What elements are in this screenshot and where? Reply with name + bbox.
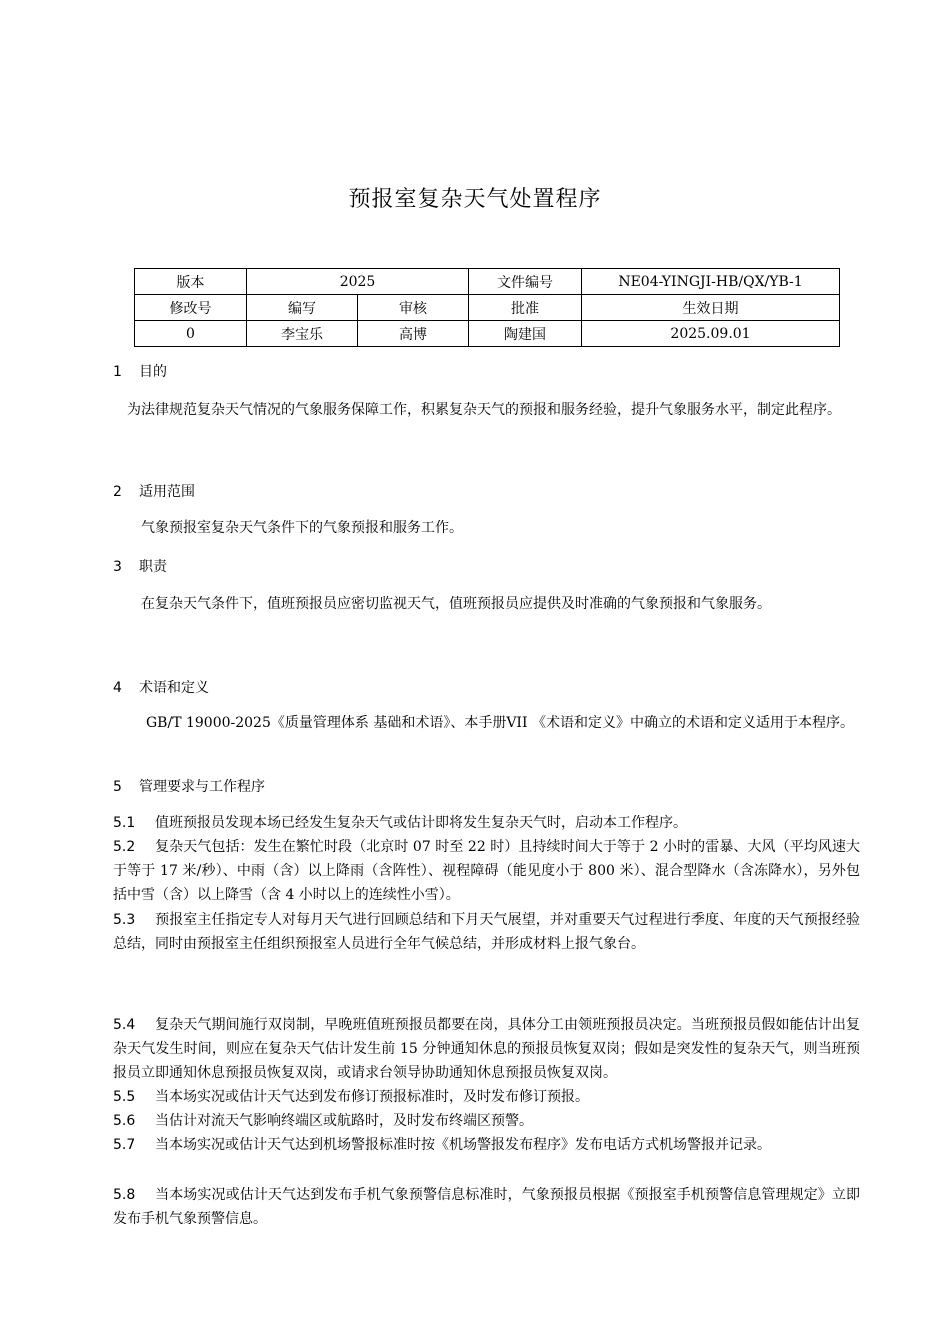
section-title: 术语和定义 (139, 680, 209, 696)
page-title: 预报室复杂天气处置程序 (348, 187, 602, 212)
revision-label: 修改号 (135, 295, 247, 321)
subsection-text: 复杂天气期间施行双岗制，早晚班值班预报员都要在岗，具体分工由领班预报员决定。当班预报员假如能估计出复杂天气发生时间，则应在复杂天气估计发生前 15 分钟通知休息的预报员恢复双岗；假如是突发性的复杂天气，则当班预报员立即通知休息预报员恢复双岗，或请求台领导协助通知休息预报员恢复双岗。 (113, 1017, 860, 1081)
subsection-number: 5.3 (113, 912, 136, 928)
table-row (135, 295, 840, 321)
author-value: 李宝乐 (247, 321, 358, 347)
reviewer-label: 审核 (358, 295, 469, 321)
section-title: 目的 (139, 364, 167, 380)
section-number: 2 (113, 484, 122, 500)
section-title: 职责 (139, 559, 167, 575)
subsection-5-7 (113, 1133, 860, 1157)
subsection-5-1 (113, 811, 860, 835)
revision-value: 0 (135, 321, 247, 347)
subsection-number: 5.4 (113, 1017, 136, 1033)
author-label: 编写 (247, 295, 358, 321)
subsection-text: 当估计对流天气影响终端区或航路时，及时发布终端区预警。 (155, 1113, 533, 1129)
subsection-text: 值班预报员发现本场已经发生复杂天气或估计即将发生复杂天气时，启动本工作程序。 (155, 815, 687, 831)
section-number: 4 (113, 680, 122, 696)
subsection-5-4 (113, 1013, 860, 1085)
section-number: 1 (113, 364, 122, 380)
section-title: 管理要求与工作程序 (139, 779, 265, 795)
section-heading-duties (113, 557, 167, 577)
subsection-number: 5.7 (113, 1137, 136, 1153)
section-heading-purpose (113, 362, 167, 382)
table-row (135, 269, 840, 295)
subsection-5-8 (113, 1183, 860, 1231)
effective-date-label: 生效日期 (582, 295, 840, 321)
doc-no-value: NE04-YINGJI-HB/QX/YB-1 (582, 269, 840, 295)
section-number: 5 (113, 779, 122, 795)
reviewer-value: 高博 (358, 321, 469, 347)
subsection-number: 5.1 (113, 815, 136, 831)
approver-value: 陶建国 (469, 321, 582, 347)
approver-label: 批准 (469, 295, 582, 321)
doc-no-label: 文件编号 (469, 269, 582, 295)
subsection-text: 当本场实况或估计天气达到发布修订预报标准时，及时发布修订预报。 (155, 1089, 589, 1105)
section-heading-terms (113, 678, 209, 698)
section-body-duties: 在复杂天气条件下，值班预报员应密切监视天气，值班预报员应提供及时准确的气象预报和气象服务。 (141, 596, 771, 612)
section-body-purpose: 为法律规范复杂天气情况的气象服务保障工作，积累复杂天气的预报和服务经验，提升气象服务水平，制定此程序。 (127, 402, 841, 418)
section-title: 适用范围 (139, 484, 195, 500)
version-label: 版本 (135, 269, 247, 295)
subsection-number: 5.2 (113, 839, 136, 855)
subsection-5-2 (113, 835, 860, 907)
subsection-text: 当本场实况或估计天气达到发布手机气象预警信息标准时，气象预报员根据《预报室手机预警信息管理规定》立即发布手机气象预警信息。 (113, 1187, 860, 1227)
subsection-5-6 (113, 1109, 860, 1133)
subsection-text: 当本场实况或估计天气达到机场警报标准时按《机场警报发布程序》发布电话方式机场警报并记录。 (155, 1137, 771, 1153)
section-body-scope: 气象预报室复杂天气条件下的气象预报和服务工作。 (141, 520, 463, 536)
subsection-text: 预报室主任指定专人对每月天气进行回顾总结和下月天气展望，并对重要天气过程进行季度、年度的天气预报经验总结，同时由预报室主任组织预报室人员进行全年气候总结，并形成材料上报气象台。 (113, 912, 860, 952)
subsection-5-3 (113, 908, 860, 956)
document-info-table (134, 268, 840, 347)
subsection-number: 5.6 (113, 1113, 136, 1129)
section-body-terms: GB/T 19000-2025《质量管理体系 基础和术语》、本手册VII 《术语和定义》中确立的术语和定义适用于本程序。 (146, 715, 854, 731)
version-value: 2025 (247, 269, 469, 295)
subsection-number: 5.8 (113, 1187, 136, 1203)
subsection-text: 复杂天气包括：发生在繁忙时段（北京时 07 时至 22 时）且持续时间大于等于 2 小时的雷暴、大风（平均风速大于等于 17 米/秒）、中雨（含）以上降雨（含阵性）、视程障碍（能见度小于 800 米）、混合型降水（含冻降水），另外包括中雪（含）以上降雪（含 4 小时以上的连续性小雪）。 (113, 839, 860, 903)
subsection-number: 5.5 (113, 1089, 136, 1105)
section-heading-procedures (113, 777, 265, 797)
effective-date-value: 2025.09.01 (582, 321, 840, 347)
subsection-5-5 (113, 1085, 860, 1109)
section-heading-scope (113, 482, 195, 502)
section-number: 3 (113, 559, 122, 575)
table-row (135, 321, 840, 347)
